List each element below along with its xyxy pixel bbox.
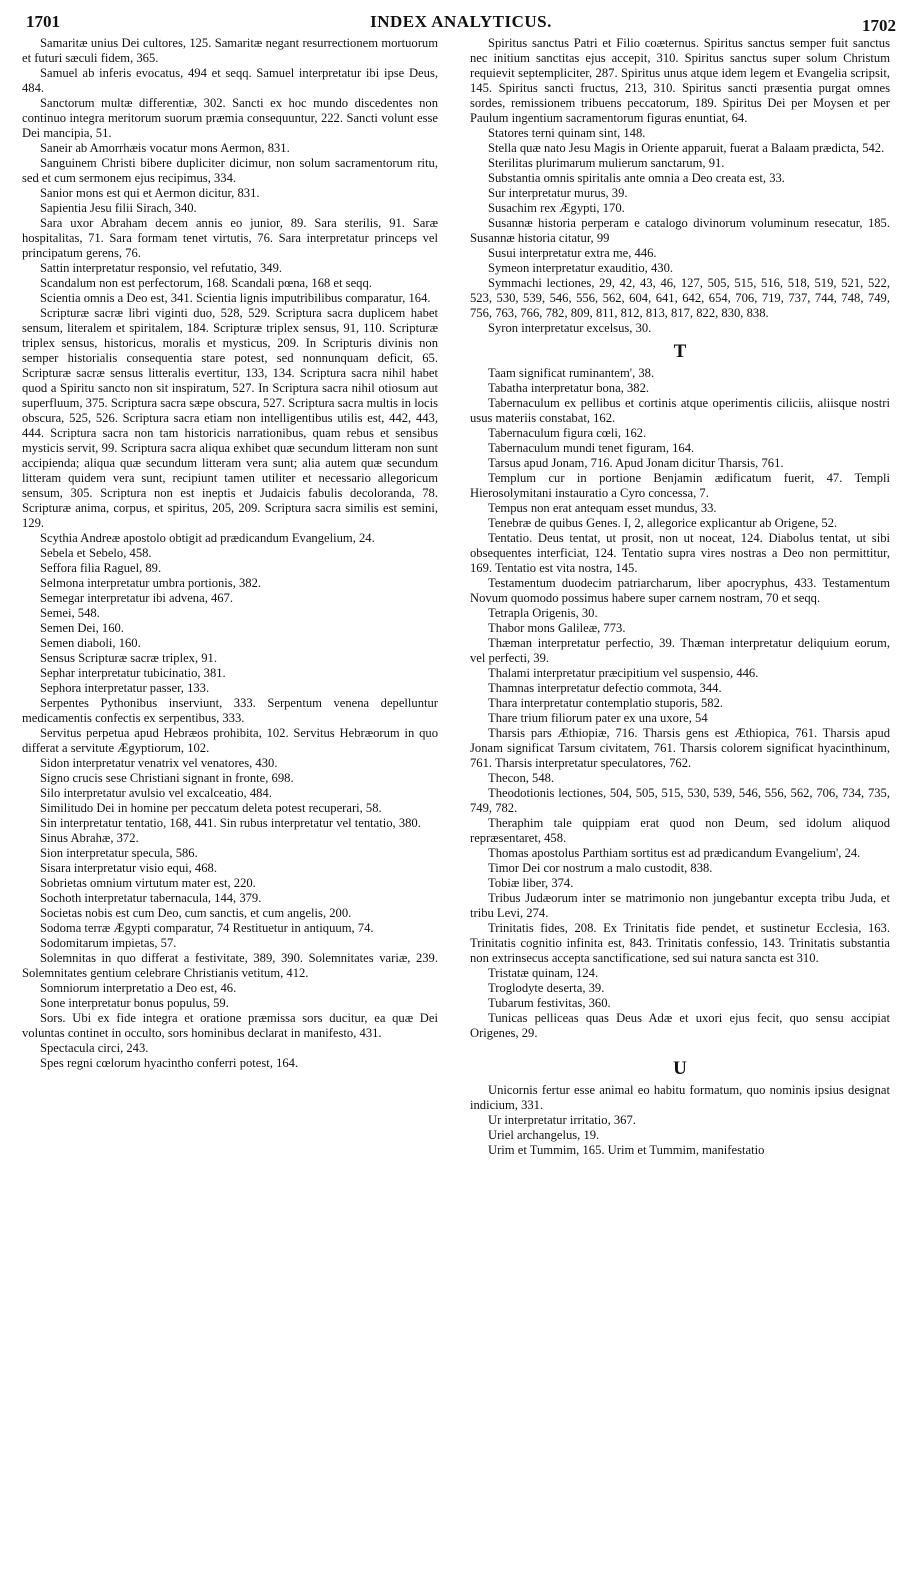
index-entry: Symeon interpretatur exauditio, 430.: [488, 261, 674, 275]
index-entry: Semei, 548.: [40, 606, 100, 620]
index-entry: Sterilitas plurimarum mulierum sanctarum, 91.: [488, 156, 725, 170]
index-entry: Sobrietas omnium virtutum mater est, 220.: [40, 876, 256, 890]
index-entry: Sephora interpretatur passer, 133.: [40, 681, 210, 695]
entries-u: [470, 1083, 890, 1158]
index-entry: Sone interpretatur bonus populus, 59.: [40, 996, 229, 1010]
index-entry: Statores terni quinam sint, 148.: [488, 126, 646, 140]
index-entry: Sebela et Sebelo, 458.: [40, 546, 152, 560]
index-entry: Sanguinem Christi bibere dupliciter dicimur, non solum sacramentorum ritu, sed et cum sermonem ejus recipimus, 334.: [22, 156, 438, 185]
index-entry: Samuel ab inferis evocatus, 494 et seqq. Samuel interpretatur ibi ipse Deus, 484.: [22, 66, 438, 95]
index-entry: Susachim rex Ægypti, 170.: [488, 201, 625, 215]
index-entry: Sidon interpretatur venatrix vel venatores, 430.: [40, 756, 278, 770]
index-entry: Tristatæ quinam, 124.: [488, 966, 599, 980]
index-entry: Tabernaculum mundi tenet figuram, 164.: [488, 441, 695, 455]
index-entry: Trinitatis fides, 208. Ex Trinitatis fide pendet, et sustinetur Ecclesia, 163. Trinitatis cognitio infinita est, 843. Trinitatis confessio, 143. Trinitatis substantia non extrinsecus accepta sanctificatione, sed sui natura sancta est 310.: [470, 921, 890, 965]
index-entry: Thalami interpretatur præcipitium vel suspensio, 446.: [488, 666, 759, 680]
index-entry: Solemnitas in quo differat a festivitate, 389, 390. Solemnitates variæ, 239. Solemnitates gentium celebrare Christianis vetitum, 412.: [22, 951, 438, 980]
index-entry: Tabernaculum ex pellibus et cortinis atque operimentis ciliciis, aliisque nostri usus materiis constabat, 162.: [470, 396, 890, 425]
index-entry: Taam significat ruminantem', 38.: [488, 366, 655, 380]
index-entry: Sion interpretatur specula, 586.: [40, 846, 198, 860]
index-entry: Sephar interpretatur tubicinatio, 381.: [40, 666, 226, 680]
index-entry: Scandalum non est perfectorum, 168. Scandali pœna, 168 et seqq.: [40, 276, 372, 290]
index-entry: Sur interpretatur murus, 39.: [488, 186, 628, 200]
index-entry: Templum cur in portione Benjamin ædificatum fuerit, 47. Templi Hierosolymitani instauratio a Cyro concessa, 7.: [470, 471, 890, 500]
entries-s: [470, 36, 890, 336]
index-entry: Troglodyte deserta, 39.: [488, 981, 605, 995]
index-entry: Signo crucis sese Christiani signant in fronte, 698.: [40, 771, 294, 785]
index-entry: Testamentum duodecim patriarcharum, liber apocryphus, 433. Testamentum Novum quomodo possimus habere super carnem nostram, 70 et seqq.: [470, 576, 890, 605]
index-entry: Unicornis fertur esse animal eo habitu formatum, quo nominis ipsius designat indicium, 331.: [470, 1083, 890, 1112]
running-title: INDEX ANALYTICUS.: [370, 12, 552, 31]
index-entry: Spes regni cœlorum hyacintho conferri potest, 164.: [40, 1056, 299, 1070]
index-entry: Servitus perpetua apud Hebræos prohibita, 102. Servitus Hebræorum in quo differat a servitute Ægyptiorum, 102.: [22, 726, 438, 755]
index-entry: Uriel archangelus, 19.: [488, 1128, 600, 1142]
index-entry: Tharsis pars Æthiopiæ, 716. Tharsis gens est Æthiopica, 761. Tharsis apud Jonam significat Tarsum civitatem, 761. Tharsis colorem significat hyacinthinum, 761. Tharsis interpretatur speculatores, 762.: [470, 726, 890, 770]
index-entry: Theraphim tale quippiam erat quod non Deum, sed idolum aliquod repræsentaret, 458.: [470, 816, 890, 845]
index-entry: Urim et Tummim, 165. Urim et Tummim, manifestatio: [488, 1143, 765, 1157]
index-entry: Tribus Judæorum inter se matrimonio non jungebantur excepta tribu Juda, et tribu Levi, 274.: [470, 891, 890, 920]
index-entry: Sisara interpretatur visio equi, 468.: [40, 861, 217, 875]
index-entry: Syron interpretatur excelsus, 30.: [488, 321, 652, 335]
index-entry: Substantia omnis spiritalis ante omnia a Deo creata est, 33.: [488, 171, 785, 185]
index-entry: Sodomitarum impietas, 57.: [40, 936, 177, 950]
index-entry: Symmachi lectiones, 29, 42, 43, 46, 127, 505, 515, 516, 518, 519, 521, 522, 523, 530, 539, 546, 556, 562, 604, 641, 642, 654, 706, 719, 737, 744, 748, 749, 756, 763, 766, 782, 809, 811, 812, 813, 817, 822, 830, 838.: [470, 276, 890, 320]
index-entry: Stella quæ nato Jesu Magis in Oriente apparuit, fuerat a Balaam prædicta, 542.: [488, 141, 885, 155]
index-entry: Thare trium filiorum pater ex una uxore, 54: [488, 711, 708, 725]
index-entry: Tabernaculum figura cœli, 162.: [488, 426, 647, 440]
index-entry: Tenebræ de quibus Genes. I, 2, allegorice explicantur ab Origene, 52.: [488, 516, 838, 530]
index-entry: Somniorum interpretatio a Deo est, 46.: [40, 981, 237, 995]
index-entry: Sara uxor Abraham decem annis eo junior, 89. Sara sterilis, 91. Saræ hospitalitas, 71. Sara formam tenet virtutis, 76. Sara interpretatur princeps vel principatum gerens, 76.: [22, 216, 438, 260]
index-entry: Sors. Ubi ex fide integra et oratione præmissa sors ducitur, ea quæ Dei voluntas continet in occulto, sors hominibus declarat in manifesto, 431.: [22, 1011, 438, 1040]
index-entry: Sattin interpretatur responsio, vel refutatio, 349.: [40, 261, 283, 275]
index-entry: Tunicas pelliceas quas Deus Adæ et uxori ejus fecit, quo sensu accipiat Origenes, 29.: [470, 1011, 890, 1040]
page-number-left: 1701: [26, 12, 60, 31]
index-entry: Semen Dei, 160.: [40, 621, 124, 635]
index-entry: Spiritus sanctus Patri et Filio coæternus. Spiritus sanctus semper fuit sanctus nec initium sanctitas ejus accepit, 310. Spiritus sanctus super solum Christum requievit septempliciter, 287. Spiritus unus atque idem legem et Evangelia scripsit, 145. Spiritus sancti fructus, 213, 310. Spiritus sancti præsentia purgat omnes sordes, remissionem tribuens peccatorum, 189. Spiritus Dei per Moysen et per Paulum ingentium sacramentorum figuras enuntiat, 64.: [470, 36, 890, 125]
index-entry: Societas nobis est cum Deo, cum sanctis, et cum angelis, 200.: [40, 906, 352, 920]
index-entry: Sensus Scripturæ sacræ triplex, 91.: [40, 651, 217, 665]
index-entry: Sapientia Jesu filii Sirach, 340.: [40, 201, 197, 215]
index-entry: Timor Dei cor nostrum a malo custodit, 838.: [488, 861, 713, 875]
index-entry: Sochoth interpretatur tabernacula, 144, 379.: [40, 891, 262, 905]
index-entry: Sodoma terræ Ægypti comparatur, 74 Restituetur in antiquum, 74.: [40, 921, 374, 935]
index-entry: Tempus non erat antequam esset mundus, 33.: [488, 501, 717, 515]
index-entry: Saneir ab Amorrhæis vocatur mons Aermon, 831.: [40, 141, 290, 155]
index-entry: Tobiæ liber, 374.: [488, 876, 574, 890]
index-entry: Thabor mons Galileæ, 773.: [488, 621, 626, 635]
index-entry: Tabatha interpretatur bona, 382.: [488, 381, 650, 395]
index-entry: Semen diaboli, 160.: [40, 636, 141, 650]
index-entry: Scripturæ sacræ libri viginti duo, 528, 529. Scriptura sacra duplicem habet sensum, literalem et spiritalem, 184. Scripturæ triplex sensus, 91, 110. Scripturæ triplex sensus, historicus, moralis et mysticus, 209. In Scripturis divinis non semper historialis consequentia stare potest, sed nonnunquam deficit, 65. Scripturæ sacræ sensus litteralis evertitur, 133, 134. Scriptura sacra nihil habet quod a Spiritu sancto non sit inspiratum, 527. In Scriptura sacra nihil otiosum aut superfluum, 375. Scriptura sacra sæpe obscura, 527. Scriptura sacra multis in locis obscura, 525, 526. Scriptura sacra etiam non intelligentibus utilis est, 442, 443, 444. Scriptura sacra non tam historicis narrationibus, quam rebus et sensibus mysticis servit, 99. Scriptura sacra aliqua exhibet quæ secundum litteram non sunt accipienda; aliqua quæ secundum litteram vera sunt; alia autem quæ secundum litteram quidem vera sunt, recipiunt tamen utiliter et necessario allegoricum sensum, 305. Scriptura non est ineptis et Judaicis fabulis decoloranda, 78. Scripturæ anima, corpus, et spiritus, 205, 209. Scriptura sacra similis est semini, 129.: [22, 306, 438, 530]
index-entry: Sin interpretatur tentatio, 168, 441. Sin rubus interpretatur vel tentatio, 380.: [40, 816, 421, 830]
index-entry: Serpentes Pythonibus inserviunt, 333. Serpentum venena depelluntur medicamentis confectis ex serpentibus, 333.: [22, 696, 438, 725]
index-entry: Sinus Abrahæ, 372.: [40, 831, 139, 845]
index-entry: Scientia omnis a Deo est, 341. Scientia lignis imputribilibus comparatur, 164.: [40, 291, 431, 305]
index-entry: Thæman interpretatur perfectio, 39. Thæman interpretatur deliquium eorum, vel perfecti, 39.: [470, 636, 890, 665]
index-entry: Similitudo Dei in homine per peccatum deleta potest recuperari, 58.: [40, 801, 382, 815]
section-gap: [470, 1041, 890, 1053]
index-entry: Thomas apostolus Parthiam sortitus est ad prædicandum Evangelium', 24.: [488, 846, 861, 860]
index-entry: Susui interpretatur extra me, 446.: [488, 246, 657, 260]
index-entry: Selmona interpretatur umbra portionis, 382.: [40, 576, 262, 590]
index-entry: Samaritæ unius Dei cultores, 125. Samaritæ negant resurrectionem mortuorum et futuri sæculi fidem, 365.: [22, 36, 438, 65]
index-entry: Thecon, 548.: [488, 771, 555, 785]
index-entry: Theodotionis lectiones, 504, 505, 515, 530, 539, 546, 556, 562, 706, 734, 735, 749, 782.: [470, 786, 890, 815]
index-entry: Scythia Andreæ apostolo obtigit ad prædicandum Evangelium, 24.: [40, 531, 375, 545]
index-entry: Susannæ historia perperam e catalogo divinorum voluminum resecatur, 185. Susannæ historia citatur, 99: [470, 216, 890, 245]
index-entry: Ur interpretatur irritatio, 367.: [488, 1113, 636, 1127]
index-entry: Seffora filia Raguel, 89.: [40, 561, 162, 575]
left-column: [22, 36, 438, 1071]
page-number-right: 1702: [862, 16, 896, 35]
index-entry: Thara interpretatur contemplatio stuporis, 582.: [488, 696, 724, 710]
right-column: [470, 36, 890, 1158]
index-entry: Silo interpretatur avulsio vel excalceatio, 484.: [40, 786, 272, 800]
index-entry: Sanior mons est qui et Aermon dicitur, 831.: [40, 186, 260, 200]
entries-t: [470, 366, 890, 1041]
index-entry: Semegar interpretatur ibi advena, 467.: [40, 591, 234, 605]
index-entry: Thamnas interpretatur defectio commota, 344.: [488, 681, 722, 695]
section-letter-u: U: [673, 1058, 687, 1079]
section-letter-t: T: [673, 341, 687, 362]
index-entry: Tubarum festivitas, 360.: [488, 996, 611, 1010]
index-entry: Tentatio. Deus tentat, ut prosit, non ut noceat, 124. Diabolus tentat, ut sibi obsequentes interficiat, 124. Tentatio supra vires nostras a Deo non permittitur, 169. Tentatio est vita nostra, 145.: [470, 531, 890, 575]
index-entry: Sanctorum multæ differentiæ, 302. Sancti ex hoc mundo discedentes non continuo integra meritorum suorum præmia consequuntur, 222. Sancti volunt esse Dei mancipia, 51.: [22, 96, 438, 140]
index-entry: Tarsus apud Jonam, 716. Apud Jonam dicitur Tharsis, 761.: [488, 456, 784, 470]
index-entry: Tetrapla Origenis, 30.: [488, 606, 598, 620]
page-header: [26, 12, 896, 38]
index-entry: Spectacula circi, 243.: [40, 1041, 149, 1055]
